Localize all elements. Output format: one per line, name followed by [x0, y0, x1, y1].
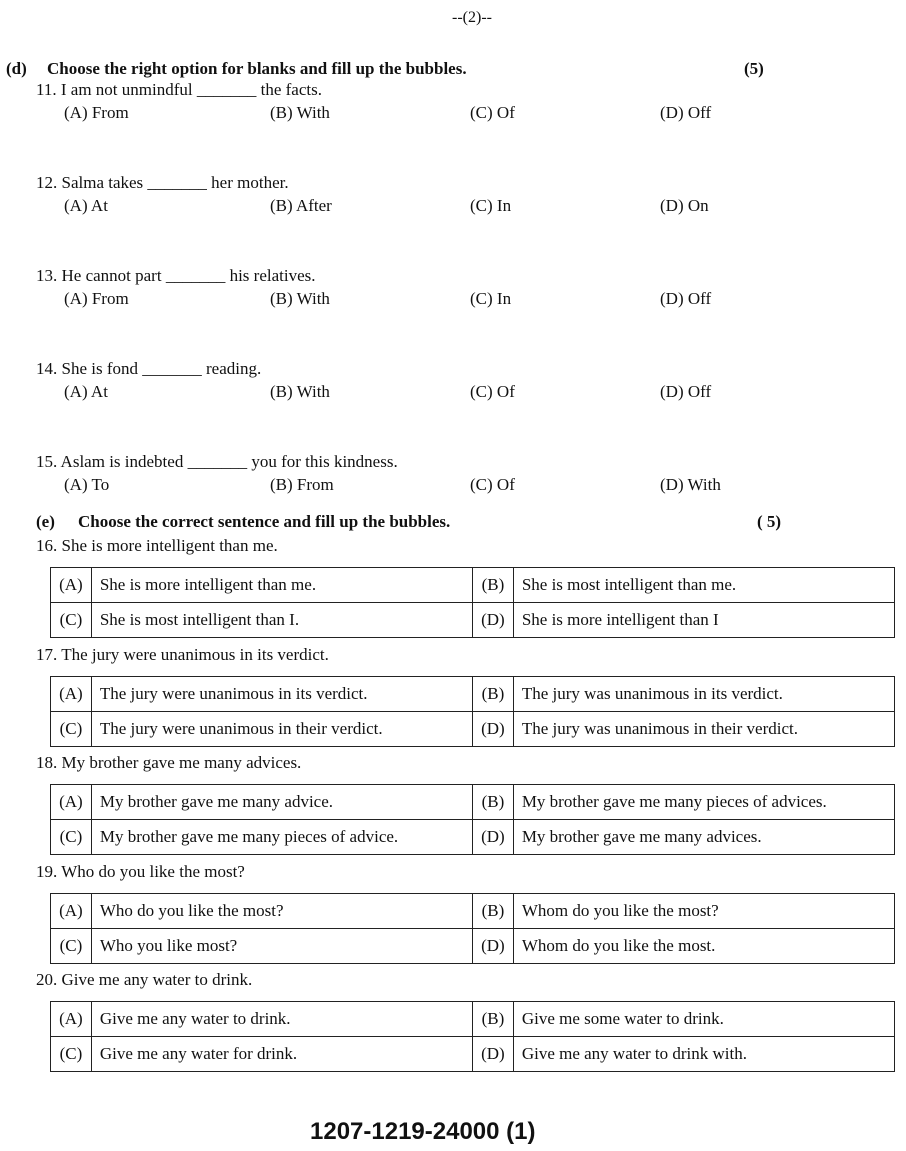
option-text[interactable]: Give me any water to drink.: [91, 1002, 472, 1037]
option-d[interactable]: (D) Off: [660, 382, 712, 401]
options-table: [50, 784, 895, 855]
table-row: [51, 568, 895, 603]
option-label[interactable]: (A): [51, 1002, 92, 1037]
footer-code: 1207-1219-24000 (1): [310, 1118, 536, 1145]
option-text[interactable]: She is most intelligent than me.: [513, 568, 894, 603]
option-label[interactable]: (D): [472, 928, 513, 963]
option-b[interactable]: (B) With: [270, 103, 330, 122]
option-label[interactable]: (A): [51, 676, 92, 711]
option-b[interactable]: (B) From: [270, 475, 334, 494]
question-text: 13. He cannot part _______ his relatives.: [36, 266, 316, 285]
table-row: [51, 1037, 895, 1072]
option-label[interactable]: (D): [472, 603, 513, 638]
option-label[interactable]: (A): [51, 568, 92, 603]
option-label[interactable]: (C): [51, 1037, 92, 1072]
options-table: [50, 567, 895, 638]
question-text: 12. Salma takes _______ her mother.: [36, 173, 289, 192]
table-row: [51, 928, 895, 963]
option-c[interactable]: (C) Of: [470, 103, 515, 122]
option-label[interactable]: (C): [51, 820, 92, 855]
option-label[interactable]: (B): [472, 785, 513, 820]
option-label[interactable]: (D): [472, 820, 513, 855]
table-row: [51, 785, 895, 820]
option-text[interactable]: Who do you like the most?: [91, 893, 472, 928]
option-label[interactable]: (B): [472, 893, 513, 928]
option-label[interactable]: (A): [51, 785, 92, 820]
option-a[interactable]: (A) At: [64, 382, 108, 401]
section-d-marks: (5): [744, 59, 764, 78]
option-a[interactable]: (A) From: [64, 103, 129, 122]
option-c[interactable]: (C) Of: [470, 475, 515, 494]
option-c[interactable]: (C) In: [470, 196, 512, 215]
option-text[interactable]: The jury was unanimous in their verdict.: [513, 711, 894, 746]
options-table: [50, 893, 895, 964]
option-label[interactable]: (B): [472, 676, 513, 711]
option-label[interactable]: (A): [51, 893, 92, 928]
option-text[interactable]: She is most intelligent than I.: [91, 603, 472, 638]
question-text: 18. My brother gave me many advices.: [36, 753, 302, 772]
option-label[interactable]: (D): [472, 711, 513, 746]
page-number: --(2)--: [452, 9, 492, 26]
option-d[interactable]: (D) Off: [660, 289, 712, 308]
option-c[interactable]: (C) Of: [470, 382, 515, 401]
section-d-instruction: Choose the right option for blanks and fill up the bubbles.: [47, 59, 467, 78]
option-text[interactable]: Who you like most?: [91, 928, 472, 963]
option-text[interactable]: Whom do you like the most.: [513, 928, 894, 963]
option-d[interactable]: (D) On: [660, 196, 709, 215]
question-text: 15. Aslam is indebted _______ you for this kindness.: [36, 452, 398, 471]
option-d[interactable]: (D) Off: [660, 103, 712, 122]
question-text: 16. She is more intelligent than me.: [36, 536, 278, 555]
option-b[interactable]: (B) After: [270, 196, 332, 215]
question-text: 17. The jury were unanimous in its verdict.: [36, 644, 329, 664]
table-row: [51, 820, 895, 855]
section-e-label: (e): [36, 512, 55, 531]
option-text[interactable]: She is more intelligent than me.: [91, 568, 472, 603]
option-text[interactable]: The jury was unanimous in its verdict.: [513, 676, 894, 711]
option-text[interactable]: She is more intelligent than I: [513, 603, 894, 638]
option-text[interactable]: Give me any water for drink.: [91, 1037, 472, 1072]
options-table: [50, 676, 895, 747]
table-row: [51, 676, 895, 711]
option-c[interactable]: (C) In: [470, 289, 512, 308]
option-a[interactable]: (A) To: [64, 475, 110, 494]
option-text[interactable]: Give me some water to drink.: [513, 1002, 894, 1037]
option-label[interactable]: (D): [472, 1037, 513, 1072]
table-row: [51, 1002, 895, 1037]
option-text[interactable]: My brother gave me many advices.: [513, 820, 894, 855]
option-label[interactable]: (C): [51, 603, 92, 638]
question-text: 19. Who do you like the most?: [36, 861, 245, 881]
option-text[interactable]: Give me any water to drink with.: [513, 1037, 894, 1072]
option-label[interactable]: (C): [51, 711, 92, 746]
option-text[interactable]: The jury were unanimous in their verdict.: [91, 711, 472, 746]
section-e-instruction: Choose the correct sentence and fill up the bubbles.: [78, 512, 451, 531]
option-text[interactable]: My brother gave me many pieces of advice.: [91, 820, 472, 855]
section-d-label: (d): [6, 59, 27, 78]
option-text[interactable]: The jury were unanimous in its verdict.: [91, 676, 472, 711]
question-text: 14. She is fond _______ reading.: [36, 359, 262, 378]
options-table: [50, 1001, 895, 1072]
option-b[interactable]: (B) With: [270, 289, 330, 308]
table-row: [51, 711, 895, 746]
option-label[interactable]: (B): [472, 568, 513, 603]
table-row: [51, 603, 895, 638]
option-a[interactable]: (A) At: [64, 196, 108, 215]
section-e-marks: ( 5): [757, 512, 782, 531]
question-text: 20. Give me any water to drink.: [36, 970, 253, 989]
table-row: [51, 893, 895, 928]
option-text[interactable]: My brother gave me many advice.: [91, 785, 472, 820]
option-a[interactable]: (A) From: [64, 289, 129, 308]
option-b[interactable]: (B) With: [270, 382, 330, 401]
option-text[interactable]: My brother gave me many pieces of advices.: [513, 785, 894, 820]
option-text[interactable]: Whom do you like the most?: [513, 893, 894, 928]
option-label[interactable]: (C): [51, 928, 92, 963]
option-label[interactable]: (B): [472, 1002, 513, 1037]
question-text: 11. I am not unmindful _______ the facts.: [36, 80, 322, 99]
option-d[interactable]: (D) With: [660, 475, 721, 494]
